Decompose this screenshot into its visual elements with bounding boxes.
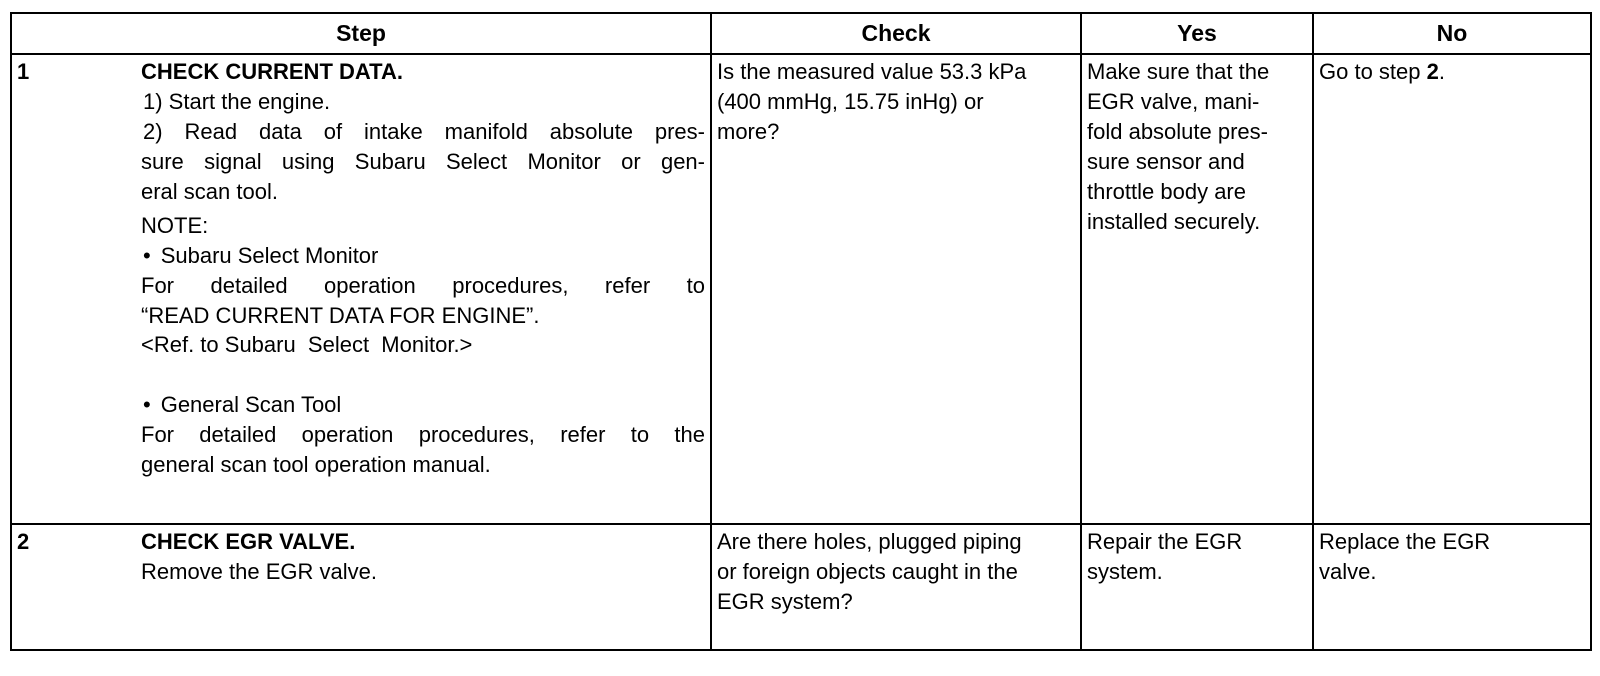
note-bullet-item — [141, 390, 705, 420]
step-line: 1) Start the engine. — [143, 89, 331, 115]
bullet-icon — [141, 392, 161, 417]
no-line: valve. — [1319, 559, 1377, 585]
yes-line: throttle body are — [1087, 178, 1246, 204]
step-title: CHECK EGR VALVE. — [141, 529, 356, 555]
yes-line: Repair the EGR — [1087, 529, 1243, 555]
check-cell — [711, 524, 1081, 650]
step-line: Remove the EGR valve. — [141, 559, 377, 585]
header-check: Check — [711, 13, 1081, 54]
step-number: 1 — [11, 54, 136, 524]
header-no: No — [1313, 13, 1591, 54]
check-line: EGR system? — [717, 589, 853, 615]
no-text-suffix: . — [1438, 59, 1445, 85]
step-line: eral scan tool. — [141, 178, 278, 204]
check-line: Is the measured value 53.3 kPa — [717, 59, 1027, 85]
step-line: 2) Read data of intake manifold absolute pres- — [143, 119, 705, 145]
yes-line: Make sure that the — [1087, 59, 1270, 85]
note-reference: <Ref. to Subaru Select Monitor.> — [141, 332, 473, 358]
header-step: Step — [11, 13, 711, 54]
no-text: Go to step — [1319, 59, 1427, 85]
yes-line: sure sensor and — [1087, 148, 1245, 174]
no-line: Replace the EGR — [1319, 529, 1491, 555]
note-bullet-text: General Scan Tool — [160, 392, 342, 418]
note-bullet-item — [141, 241, 705, 271]
header-row — [11, 13, 1591, 54]
table-row — [11, 524, 1591, 650]
bullet-icon — [141, 243, 161, 268]
no-cell — [1313, 54, 1591, 524]
yes-cell — [1081, 54, 1313, 524]
step-description — [136, 54, 711, 524]
note-line: “READ CURRENT DATA FOR ENGINE”. — [141, 302, 540, 328]
note-line: For detailed operation procedures, refer to — [141, 272, 705, 298]
check-line: Are there holes, plugged piping — [717, 529, 1022, 555]
check-line: or foreign objects caught in the — [717, 559, 1018, 585]
table-row — [11, 54, 1591, 524]
note-line: For detailed operation procedures, refer to the — [141, 422, 705, 448]
step-description — [136, 524, 711, 650]
yes-line: fold absolute pres- — [1087, 119, 1268, 145]
check-line: (400 mmHg, 15.75 inHg) or — [717, 89, 984, 115]
note-line: general scan tool operation manual. — [141, 452, 491, 478]
step-line: sure signal using Subaru Select Monitor or gen- — [141, 148, 705, 174]
step-number: 2 — [11, 524, 136, 650]
goto-step-link[interactable]: 2 — [1426, 59, 1439, 85]
yes-line: installed securely. — [1087, 208, 1261, 234]
yes-cell — [1081, 524, 1313, 650]
yes-line: system. — [1087, 559, 1163, 585]
diagnostic-procedure-table — [10, 12, 1592, 651]
yes-line: EGR valve, mani- — [1087, 89, 1260, 115]
header-yes: Yes — [1081, 13, 1313, 54]
note-label: NOTE: — [141, 212, 209, 238]
check-cell — [711, 54, 1081, 524]
check-line: more? — [717, 119, 780, 145]
note-bullet-text: Subaru Select Monitor — [160, 242, 379, 268]
step-title: CHECK CURRENT DATA. — [141, 59, 403, 85]
no-cell — [1313, 524, 1591, 650]
